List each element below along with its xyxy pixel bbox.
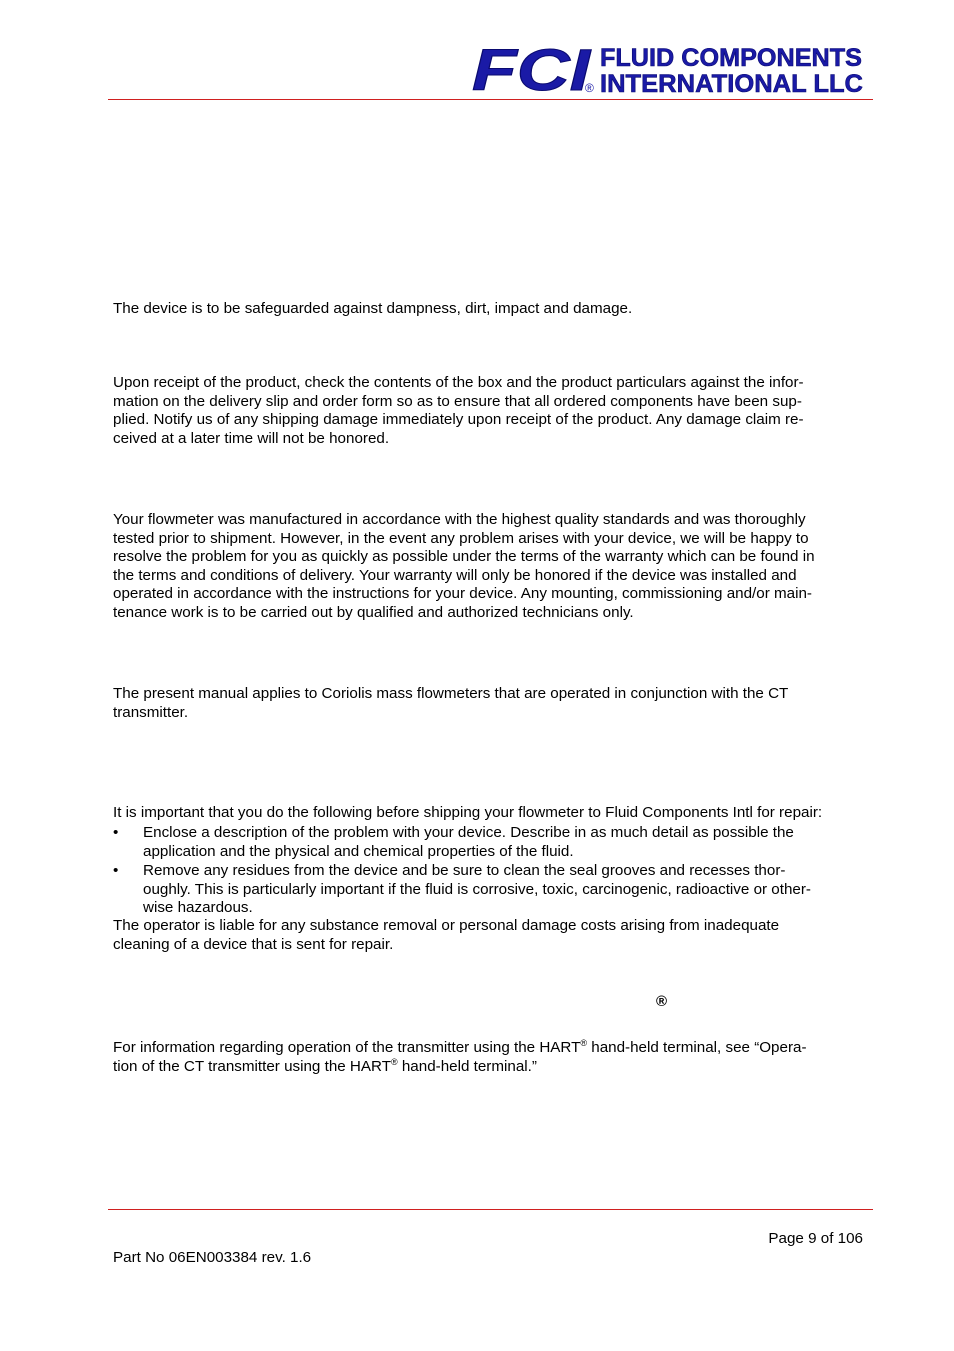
receipt-line-3: plied. Notify us of any shipping damage immediately upon receipt of the product. Any damage claim re- [113,411,804,429]
paragraph-hart [113,1038,865,1077]
registered-sup: ® [580,1037,588,1048]
footer-divider [108,1209,873,1210]
bullet-line: wise hazardous. [143,899,253,917]
fci-logo [472,42,867,96]
paragraph-liability [113,917,865,954]
hart-line-2a: tion of the CT transmitter using the HART [113,1058,391,1076]
bullet-line: Enclose a description of the problem with your device. Describe in as much detail as possible the [143,824,794,841]
bullet-icon: • [113,862,119,879]
manual-line-2: transmitter. [113,703,189,721]
paragraph-warranty [113,511,865,623]
bullet-line: oughly. This is particularly important if the fluid is corrosive, toxic, carcinogenic, radioactive or other- [143,880,811,898]
receipt-line-4: ceived at a later time will not be honored. [113,429,390,447]
bullet-text [143,824,865,861]
bullet-icon: • [113,824,119,841]
receipt-line-1: Upon receipt of the product, check the contents of the box and the product particulars against the infor- [113,374,804,391]
part-number: Part No 06EN003384 rev. 1.6 [113,1249,312,1266]
header-divider [108,99,873,100]
paragraph-return-intro: It is important that you do the following before shipping your flowmeter to Fluid Components Intl for repair: [113,804,823,821]
hart-line-1b: hand-held terminal, see “Opera- [587,1039,807,1056]
logo-line-2: INTERNATIONAL LLC [600,70,863,96]
hart-line-1a: For information regarding operation of the transmitter using the HART [113,1039,581,1056]
bullet-text [143,862,865,918]
paragraph-safeguard: The device is to be safeguarded against dampness, dirt, impact and damage. [113,300,633,317]
logo-mark: FCI [472,42,593,96]
warranty-line-3: resolve the problem for you as quickly as possible under the terms of the warranty which can be found in [113,548,815,566]
page-number: Page 9 of 106 [768,1230,863,1247]
warranty-line-5: operated in accordance with the instructions for your device. Any mounting, commissioning and/or main- [113,585,812,603]
warranty-line-4: the terms and conditions of delivery. Your warranty will only be honored if the device was installed and [113,566,797,584]
registered-sup: ® [391,1057,398,1068]
bullet-line: application and the physical and chemical properties of the fluid. [143,842,574,860]
bullet-line: Remove any residues from the device and be sure to clean the seal grooves and recesses thor- [143,862,786,879]
logo-line-1: FLUID COMPONENTS [600,44,862,72]
warranty-line-1: Your flowmeter was manufactured in accordance with the highest quality standards and was thoroughly [113,511,806,528]
fci-logo-graphic [472,42,867,96]
warranty-line-6: tenance work is to be carried out by qualified and authorized technicians only. [113,603,634,621]
paragraph-receipt [113,374,865,448]
logo-registered-icon: ® [585,81,594,95]
registered-mark: ® [656,993,668,1010]
paragraph-manual-scope [113,685,865,722]
receipt-line-2: mation on the delivery slip and order form so as to ensure that all ordered components have been sup- [113,392,802,410]
hart-line-2b: hand-held terminal.” [397,1058,537,1076]
liability-line-2: cleaning of a device that is sent for repair. [113,935,394,953]
warranty-line-2: tested prior to shipment. However, in the event any problem arises with your device, we will be happy to [113,529,809,547]
manual-line-1: The present manual applies to Coriolis mass flowmeters that are operated in conjunction with the CT [113,685,789,702]
liability-line-1: The operator is liable for any substance removal or personal damage costs arising from inadequate [113,917,780,934]
